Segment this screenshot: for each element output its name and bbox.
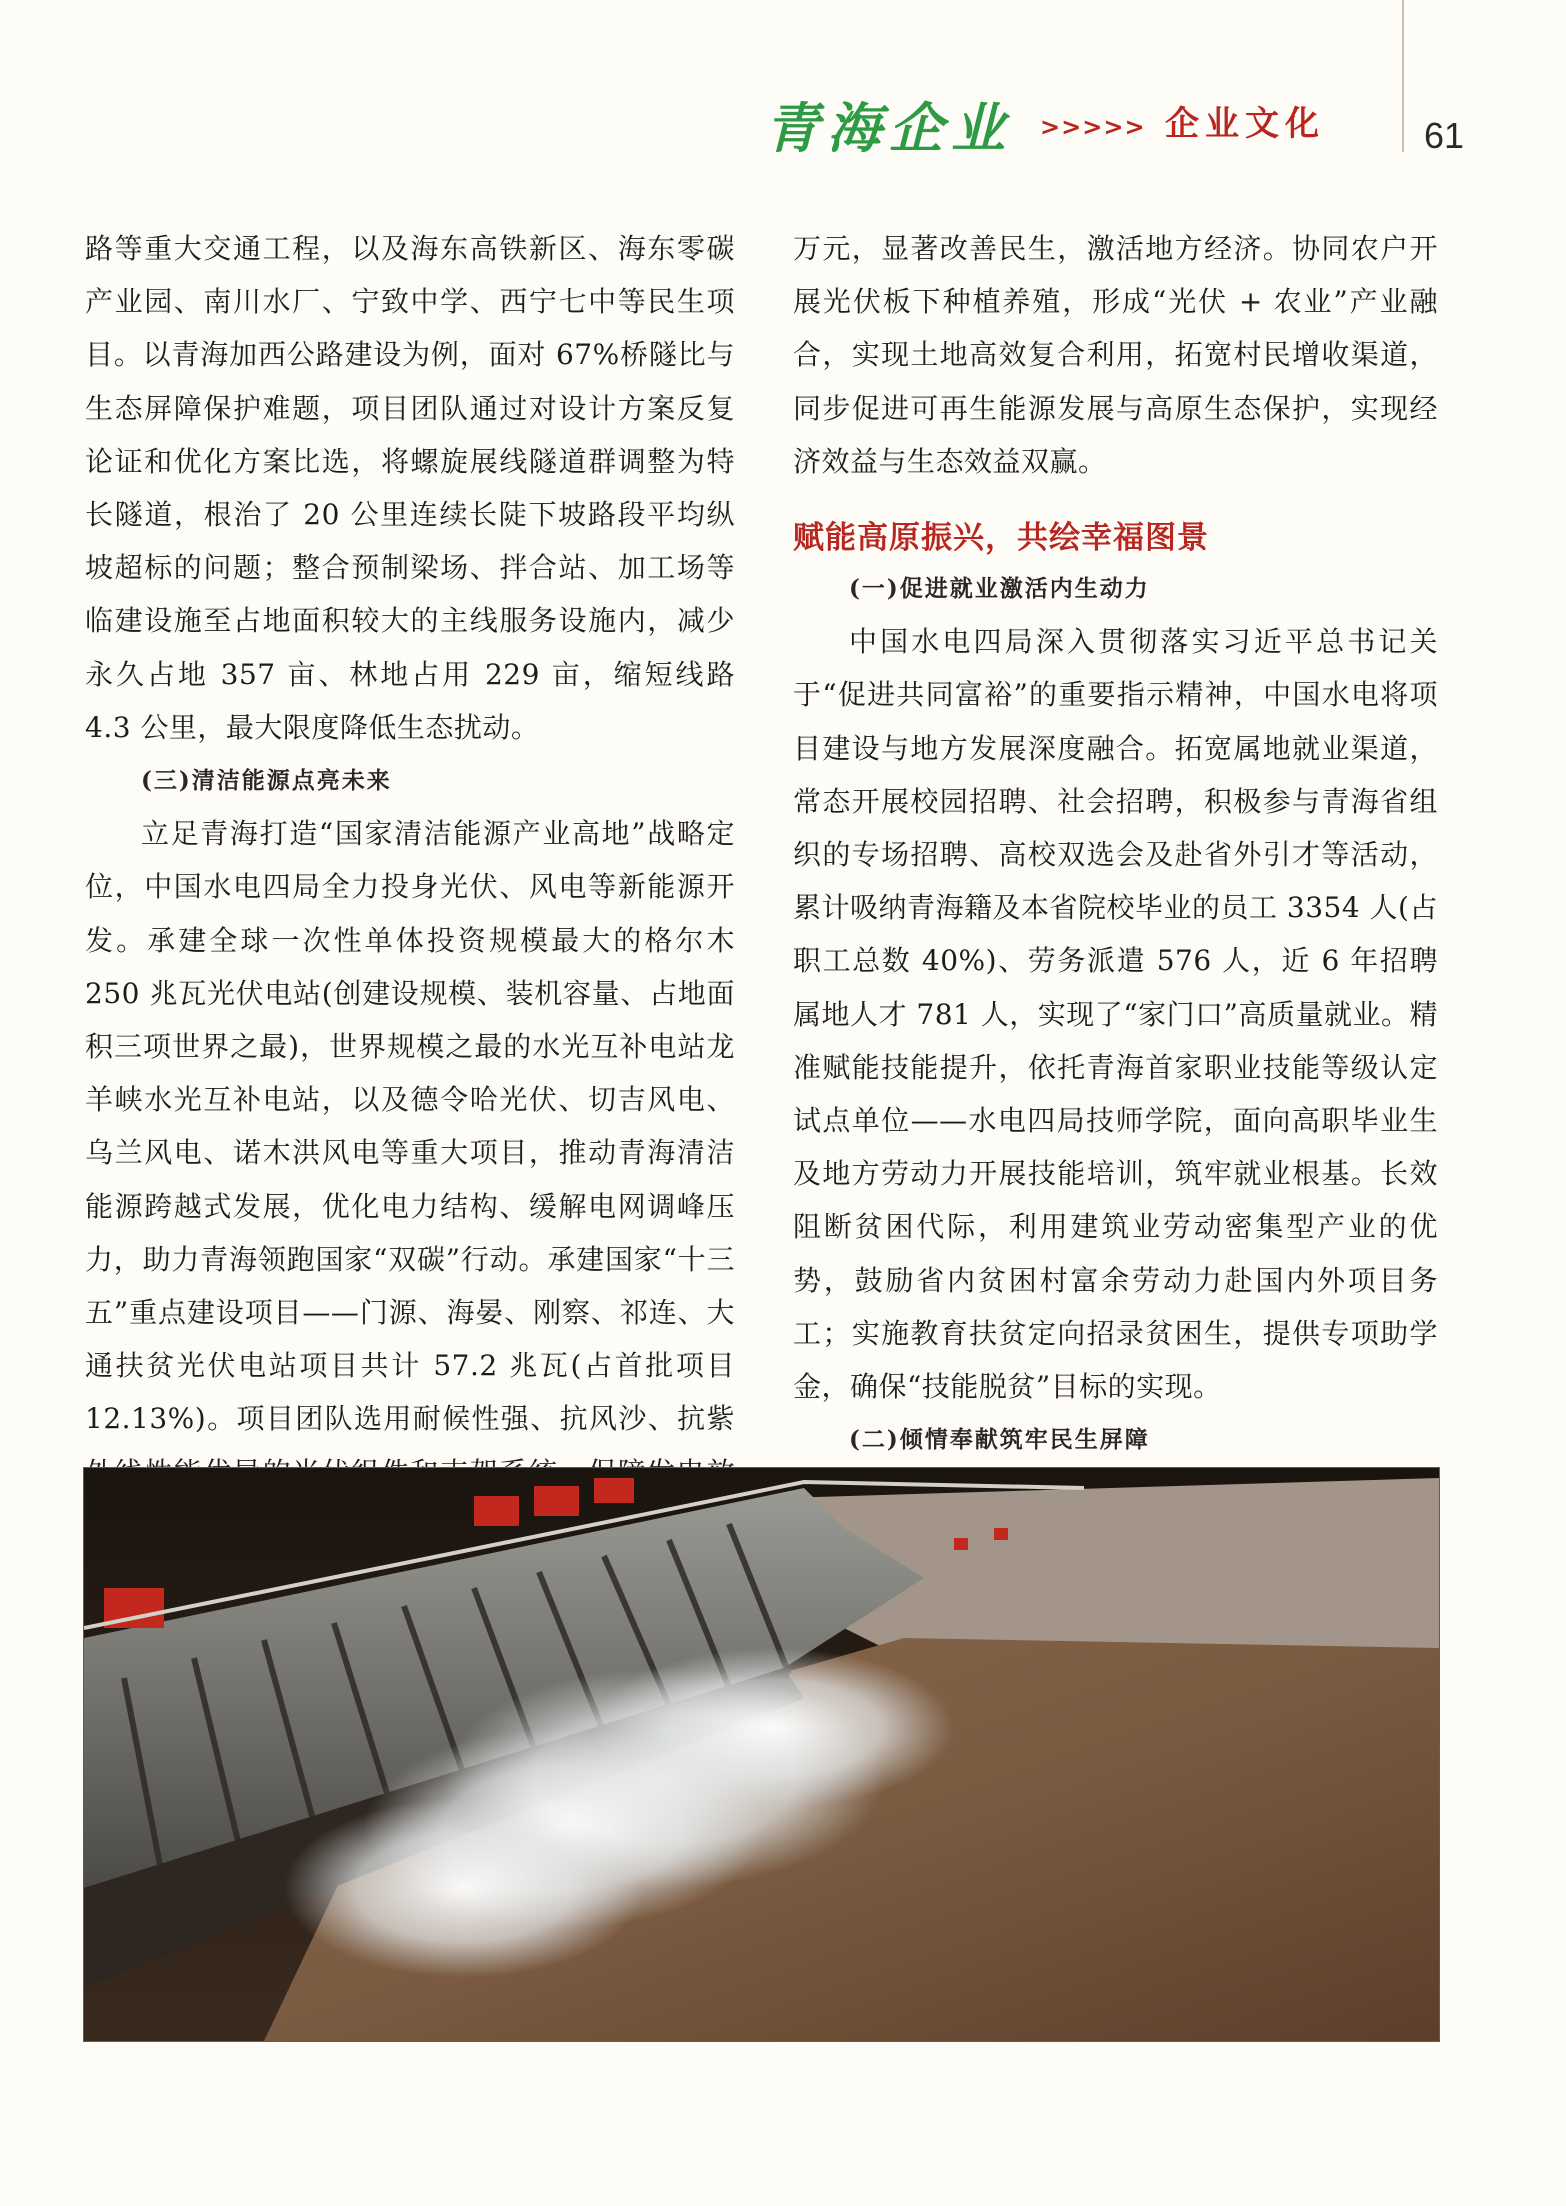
left-column bbox=[85, 222, 735, 1552]
page-number: 61 bbox=[1424, 115, 1465, 156]
paragraph: 中国水电四局深入贯彻落实习近平总书记关于“促进共同富裕”的重要指示精神，中国水电将项目建设与地方发展深度融合。拓宽属地就业渠道，常态开展校园招聘、社会招聘，积极参与青海省组织的专场招聘、高校双选会及赴省外引才等活动，累计吸纳青海籍及本省院校毕业的员工 3354 人(占职工总数 40%)、劳务派遣 576 人，近 6 年招聘属地人才 781 人，实现了“家门口”高质量就业。精准赋能技能提升，依托青海首家职业技能等级认定试点单位——水电四局技师学院，面向高职毕业生及地方劳动力开展技能培训，筑牢就业根基。长效阻断贫困代际，利用建筑业劳动密集型产业的优势，鼓励省内贫困村富余劳动力赴国内外项目务工；实施教育扶贫定向招录贫困生，提供专项助学金，确保“技能脱贫”目标的实现。 bbox=[793, 625, 1438, 1404]
header-arrows: >>>>> bbox=[1040, 113, 1146, 141]
subheading: (三)清洁能源点亮未来 bbox=[141, 767, 392, 795]
page-header bbox=[0, 0, 1566, 170]
section-name: 企业文化 bbox=[1165, 104, 1325, 144]
paragraph: 万元，显著改善民生，激活地方经济。协同农户开展光伏板下种植养殖，形成“光伏 + 农业”产业融合，实现土地高效复合利用，拓宽村民增收渠道，同步促进可再生能源发展与高原生态保护，实现经济效益与生态效益双赢。 bbox=[793, 232, 1438, 478]
magazine-brand: 青海企业 bbox=[765, 96, 1013, 160]
subheading: (二)倾情奉献筑牢民生屏障 bbox=[849, 1426, 1150, 1454]
paragraph: 路等重大交通工程，以及海东高铁新区、海东零碳产业园、南川水厂、宁致中学、西宁七中等民生项目。以青海加西公路建设为例，面对 67%桥隧比与生态屏障保护难题，项目团队通过对设计方案反复论证和优化方案比选，将螺旋展线隧道群调整为特长隧道，根治了 20 公里连续长陡下坡路段平均纵坡超标的问题；整合预制梁场、拌合站、加工场等临建设施至占地面积较大的主线服务设施内，减少永久占地 357 亩、林地占用 229 亩，缩短线路 4.3 公里，最大限度降低生态扰动。 bbox=[85, 232, 735, 744]
header-divider bbox=[1402, 0, 1404, 152]
dam-spillway-photo bbox=[83, 1467, 1440, 2042]
paragraph: 立足青海打造“国家清洁能源产业高地”战略定位，中国水电四局全力投身光伏、风电等新能源开发。承建全球一次性单体投资规模最大的格尔木 250 兆瓦光伏电站(创建设规模、装机容量、占地面积三项世界之最)，世界规模之最的水光互补电站龙羊峡水光互补电站，以及德令哈光伏、切吉风电、乌兰风电、诺木洪风电等重大项目，推动青海清洁能源跨越式发展，优化电力结构、缓解电网调峰压力，助力青海领跑国家“双碳”行动。承建国家“十三五”重点建设项目——门源、海晏、刚察、祁连、大通扶贫光伏电站项目共计 57.2 兆瓦(占首批项目 12.13%)。项目团队选用耐候性强、抗风沙、抗紫 bbox=[85, 817, 735, 1436]
dam-photo-illustration bbox=[84, 1468, 1439, 2041]
section-heading: 赋能高原振兴，共绘幸福图景 bbox=[793, 520, 1209, 557]
subheading: (一)促进就业激活内生动力 bbox=[849, 575, 1150, 603]
right-column bbox=[793, 222, 1438, 1573]
